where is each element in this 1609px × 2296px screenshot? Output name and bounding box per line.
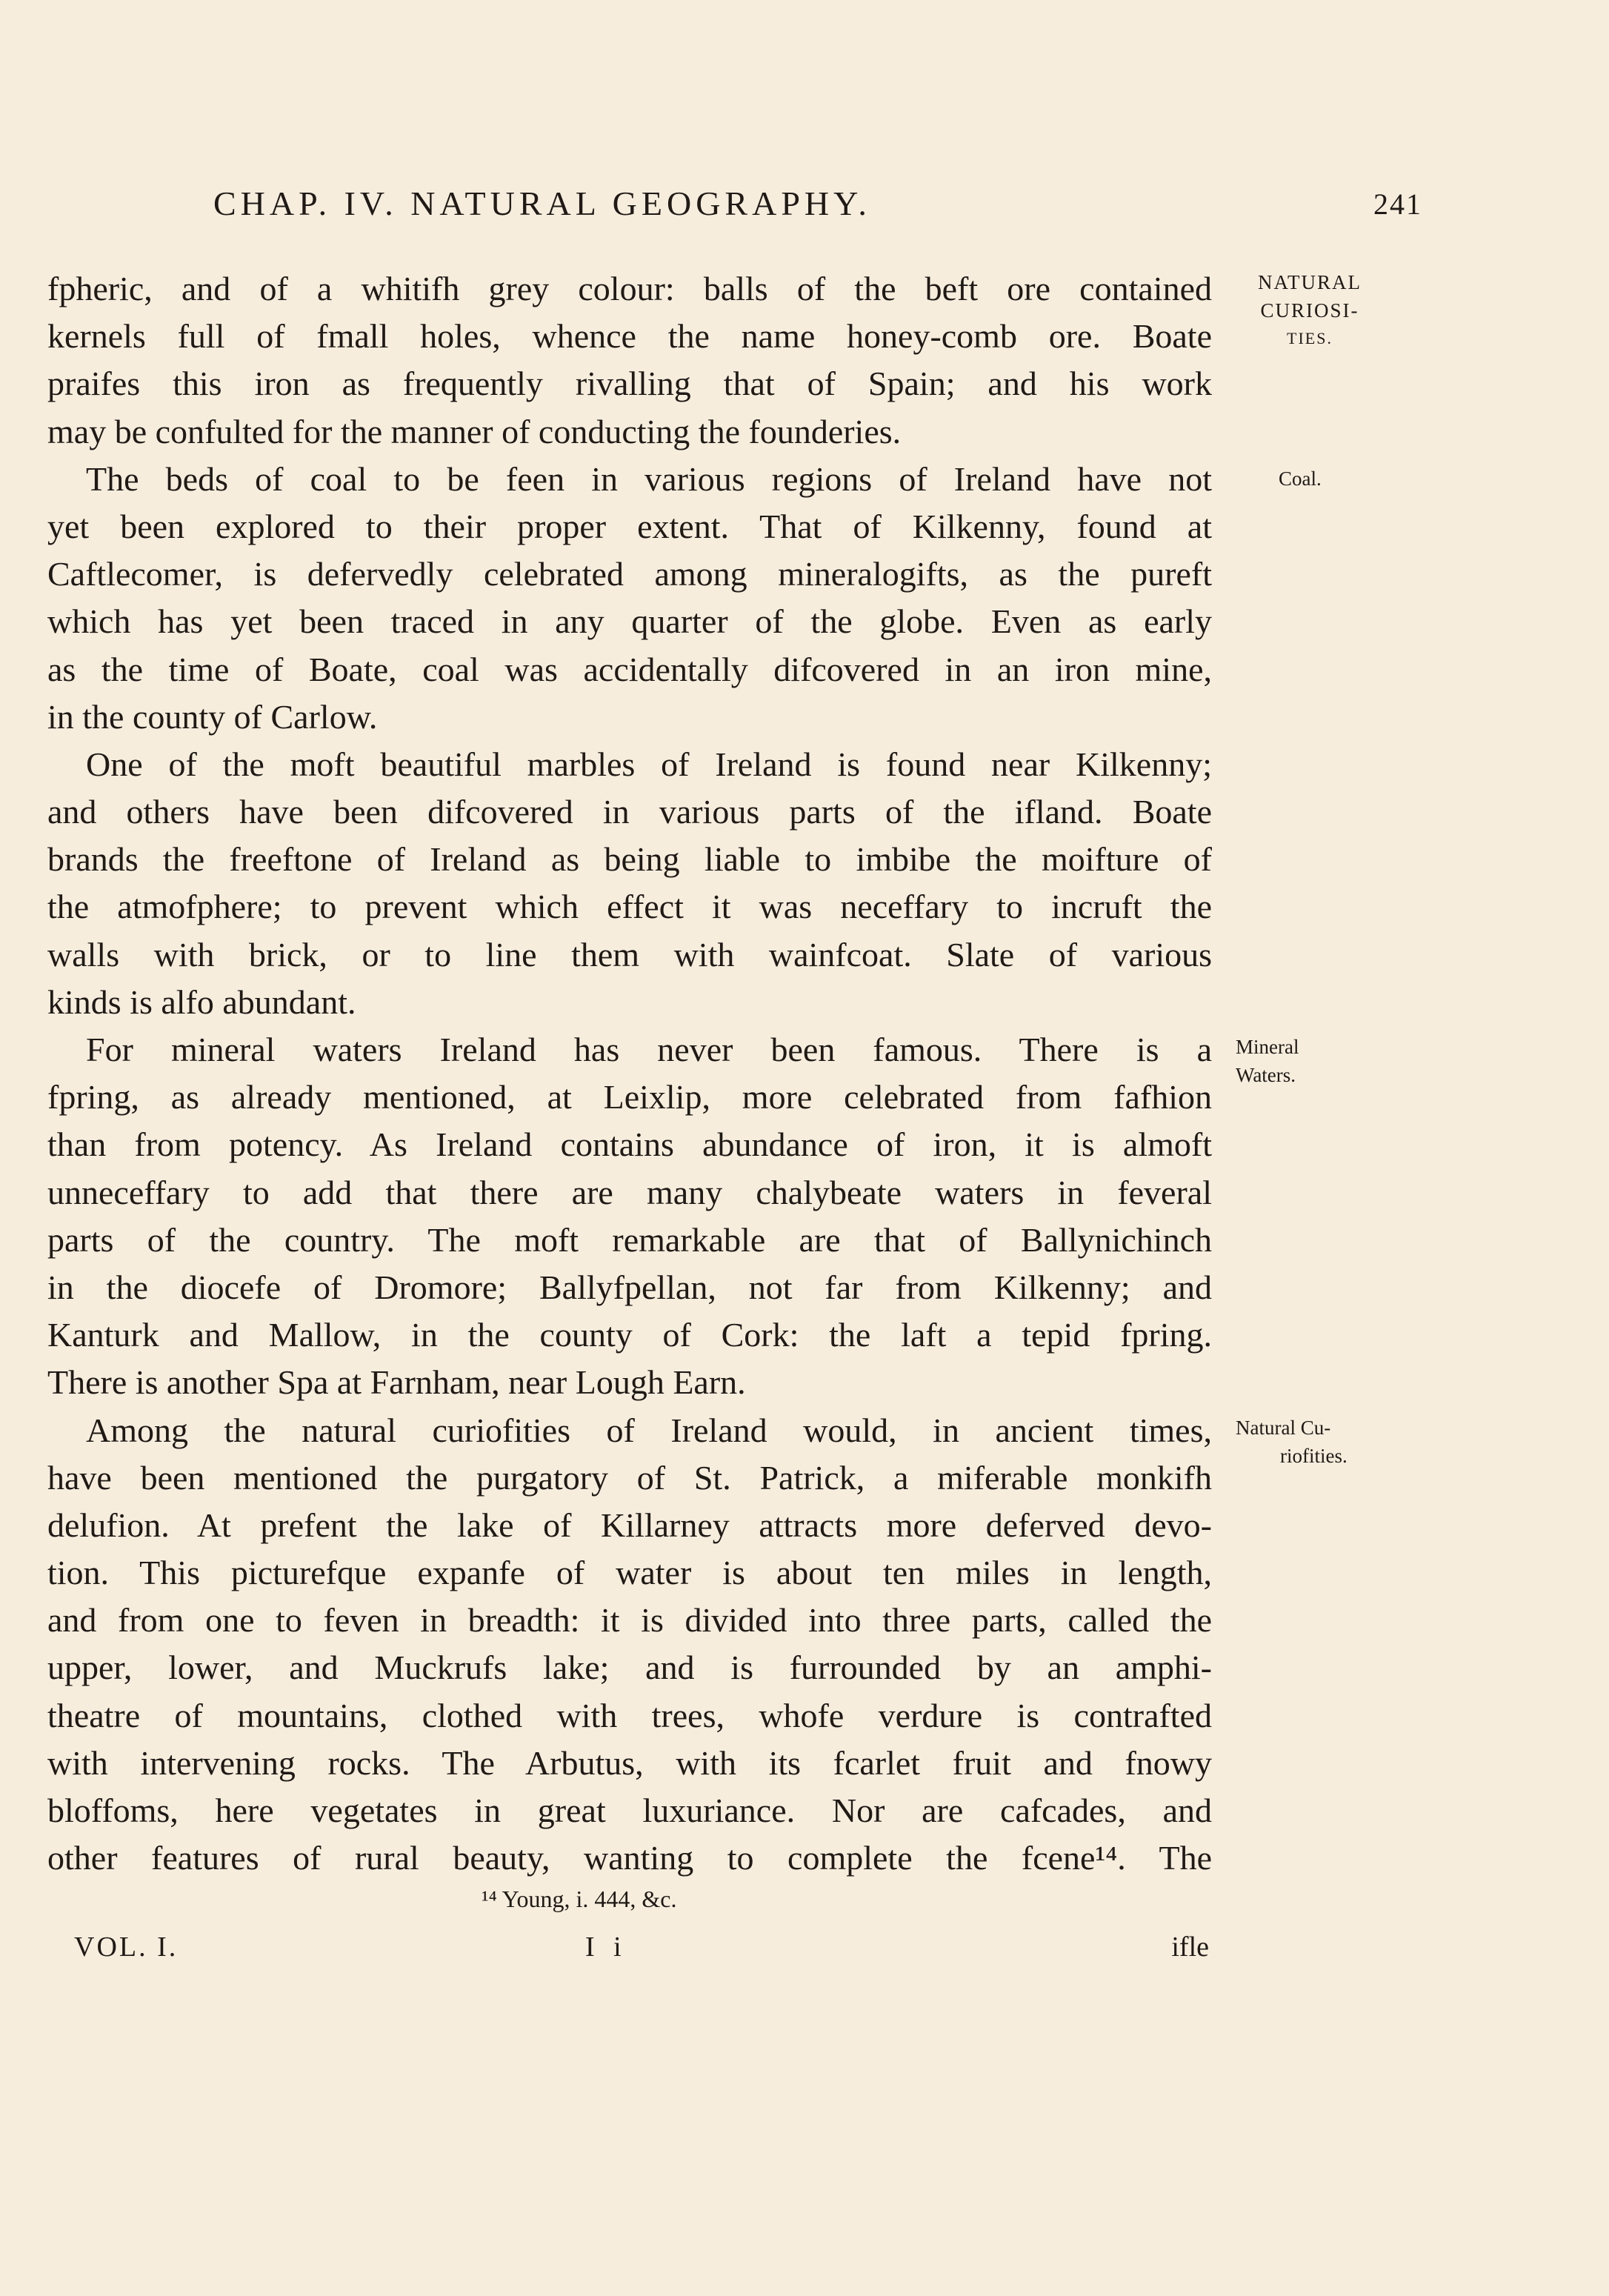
text-line: Among the natural curiofities of Ireland would, in ancient times, — [86, 1411, 1212, 1449]
text-line: may be confulted for the manner of conducting the founderies. — [47, 412, 902, 450]
text-line: with intervening rocks. The Arbutus, with its fcarlet fruit and fnowy — [47, 1743, 1212, 1782]
text-line: have been mentioned the purgatory of St. Patrick, a miferable monkifh — [47, 1458, 1212, 1497]
text-line: For mineral waters Ireland has never been famous. There is a — [86, 1031, 1212, 1068]
signature-mark: I i — [585, 1931, 627, 1963]
text-line: upper, lower, and Muckrufs lake; and is furrounded by an amphi- — [47, 1648, 1212, 1687]
margin-note-natural-curiosities-2 — [1236, 1414, 1384, 1470]
text-line: and others have been difcovered in various parts of the ifland. Boate — [47, 793, 1212, 831]
margin-note-line: Waters. — [1236, 1064, 1296, 1086]
text-line: unneceffary to add that there are many chalybeate waters in feveral — [47, 1173, 1212, 1211]
text-line: One of the moft beautiful marbles of Ireland is found near Kilkenny; — [86, 745, 1212, 783]
text-line: Kanturk and Mallow, in the county of Cork: the laft a tepid fpring. — [47, 1316, 1212, 1354]
page-footer — [61, 1931, 1209, 1975]
text-line: bloffoms, here vegetates in great luxuriance. Nor are cafcades, and — [47, 1791, 1212, 1829]
text-line: in the diocefe of Dromore; Ballyfpellan, not far from Kilkenny; and — [47, 1268, 1212, 1306]
text-line: brands the freeftone of Ireland as being liable to imbibe the moifture of — [47, 840, 1212, 879]
text-line: yet been explored to their proper extent. That of Kilkenny, found at — [47, 507, 1212, 545]
page-number: 241 — [1373, 187, 1422, 221]
text-line: Caftlecomer, is defervedly celebrated among mineralogifts, as the pureft — [47, 555, 1212, 593]
margin-note-line: Mineral — [1236, 1036, 1299, 1058]
text-line: fpheric, and of a whitifh grey colour: balls of the beft ore contained — [47, 270, 1212, 307]
margin-note-natural-curiosities — [1236, 268, 1384, 353]
margin-note-line: riofities. — [1280, 1445, 1348, 1467]
text-line: other features of rural beauty, wanting to complete the fcene¹⁴. The — [47, 1839, 1212, 1877]
running-title: CHAP. IV. NATURAL GEOGRAPHY. — [213, 184, 871, 222]
margin-note-line: Coal. — [1279, 467, 1322, 490]
text-line: walls with brick, or to line them with wainfcoat. Slate of various — [47, 935, 1212, 974]
text-line: theatre of mountains, clothed with trees, whofe verdure is contrafted — [47, 1696, 1212, 1734]
text-line: in the county of Carlow. — [47, 697, 378, 736]
margin-note-mineral-waters — [1236, 1033, 1384, 1089]
text-line: as the time of Boate, coal was accidentally difcovered in an iron mine, — [47, 650, 1212, 688]
volume-label: VOL. I. — [74, 1931, 179, 1963]
body-text — [47, 265, 1212, 1882]
text-line: tion. This picturefque expanfe of water is about ten miles in length, — [47, 1554, 1212, 1592]
margin-note-line: NATURAL — [1258, 271, 1362, 293]
margin-note-line: Natural Cu- — [1236, 1417, 1331, 1439]
margin-note-line: CURIOSI- — [1260, 299, 1359, 322]
text-line: which has yet been traced in any quarter of the globe. Even as early — [47, 602, 1212, 641]
text-line: The beds of coal to be feen in various regions of Ireland have not — [86, 459, 1212, 498]
margin-note-coal — [1279, 465, 1427, 493]
catchword: ifle — [1171, 1931, 1209, 1963]
text-line: kinds is alfo abundant. — [47, 982, 356, 1021]
text-line: parts of the country. The moft remarkable are that of Ballynichinch — [47, 1220, 1212, 1259]
text-line: and from one to feven in breadth: it is divided into three parts, called the — [47, 1601, 1212, 1640]
footnote: ¹⁴ Young, i. 444, &c. — [482, 1886, 677, 1912]
text-line: praifes this iron as frequently rivalling that of Spain; and his work — [47, 365, 1212, 403]
running-header — [44, 184, 1422, 236]
text-line: delufion. At prefent the lake of Killarney attracts more deferved devo- — [47, 1505, 1212, 1544]
text-line: kernels full of fmall holes, whence the name honey-comb ore. Boate — [47, 317, 1212, 356]
margin-note-line: TIES. — [1287, 329, 1333, 347]
text-line: There is another Spa at Farnham, near Lough Earn. — [47, 1363, 746, 1402]
text-line: the atmofphere; to prevent which effect it was neceffary to incruft the — [47, 888, 1212, 926]
text-line: than from potency. As Ireland contains abundance of iron, it is almoft — [47, 1125, 1212, 1164]
text-line: fpring, as already mentioned, at Leixlip, more celebrated from fafhion — [47, 1078, 1212, 1117]
